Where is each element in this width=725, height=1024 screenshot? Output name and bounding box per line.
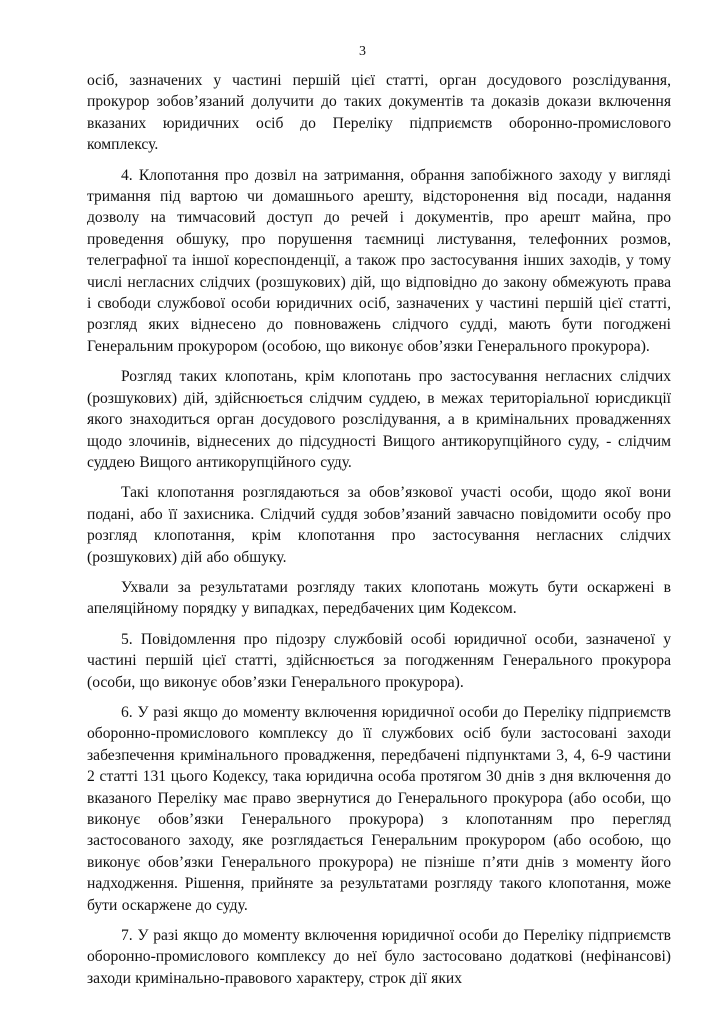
paragraph-review-of-motions: Розгляд таких клопотань, крім клопотань про застосування негласних слідчих (розшукових) дій, здійснюється слідчим суддею, в межах територіальної юрисдикції якого знаходиться орган досудового розслідування, а в кримінальних провадженнях щодо злочинів, віднесених до підсудності Вищого антикорупційного суду, - слідчим суддею Вищого антикорупційного суду.: [87, 368, 671, 471]
paragraph-clause-6: 6. У разі якщо до моменту включення юридичної особи до Переліку підприємств оборонно-промислового комплексу до її службових осіб були застосовані заходи забезпечення кримінального провадження, передбачені підпунктами 3, 4, 6-9 частини 2 статті 131 цього Кодексу, така юридична особа протягом 30 днів з дня включення до вказаного Переліку має право звернутися до Генерального прокурора (або особи, що виконує обов’язки Генерального прокурора) з клопотанням про перегляд застосованого заходу, яке розглядається Генеральним прокурором (або особою, що виконує обов’язки Генерального прокурора) не пізніше п’яти днів з моменту його надходження. Рішення, прийняте за результатами розгляду такого клопотання, може бути оскаржене до суду.: [87, 703, 671, 914]
page-number: 3: [359, 44, 366, 59]
paragraph-continuation: осіб, зазначених у частині першій цієї статті, орган досудового розслідування, прокурор зобов’язаний долучити до таких документів та доказів докази включення вказаних юридичних осіб до Переліку підприємств оборонно-промислового комплексу.: [87, 72, 671, 154]
paragraph-mandatory-participation: Такі клопотання розглядаються за обов’язкової участі особи, щодо якої вони подані, або її захисника. Слідчий суддя зобов’язаний завчасно повідомити особу про розгляд клопотання, крім клопотання про застосування негласних слідчих (розшукових) дій або обшуку.: [87, 484, 671, 566]
paragraph-clause-5: 5. Повідомлення про підозру службовій особі юридичної особи, зазначеної у частині першій цієї статті, здійснюється за погодженням Генерального прокурора (особи, що виконує обов’язки Генерального прокурора).: [87, 630, 671, 691]
document-body: [87, 70, 671, 998]
paragraph-appeal: Ухвали за результатами розгляду таких клопотань можуть бути оскаржені в апеляційному порядку у випадках, передбачених цим Кодексом.: [87, 578, 671, 618]
paragraph-clause-7: 7. У разі якщо до моменту включення юридичної особи до Переліку підприємств оборонно-промислового комплексу до неї було застосовано додаткові (нефінансові) заходи кримінально-правового характеру, строк дії яких: [87, 927, 671, 987]
paragraph-clause-4: 4. Клопотання про дозвіл на затримання, обрання запобіжного заходу у вигляді тримання під вартою чи домашнього арешту, відсторонення від посади, надання дозволу на тимчасовий доступ до речей і документів, про арешт майна, про проведення обшуку, про порушення таємниці листування, телефонних розмов, телеграфної та іншої кореспонденції, а також про застосування інших заходів, у тому числі негласних слідчих (розшукових) дій, що відповідно до закону обмежують права і свободи службової особи юридичних осіб, зазначених у частині першій цієї статті, розгляд яких віднесено до повноважень слідчого судді, мають бути погоджені Генеральним прокурором (особою, що виконує обов’язки Генерального прокурора).: [87, 166, 671, 355]
